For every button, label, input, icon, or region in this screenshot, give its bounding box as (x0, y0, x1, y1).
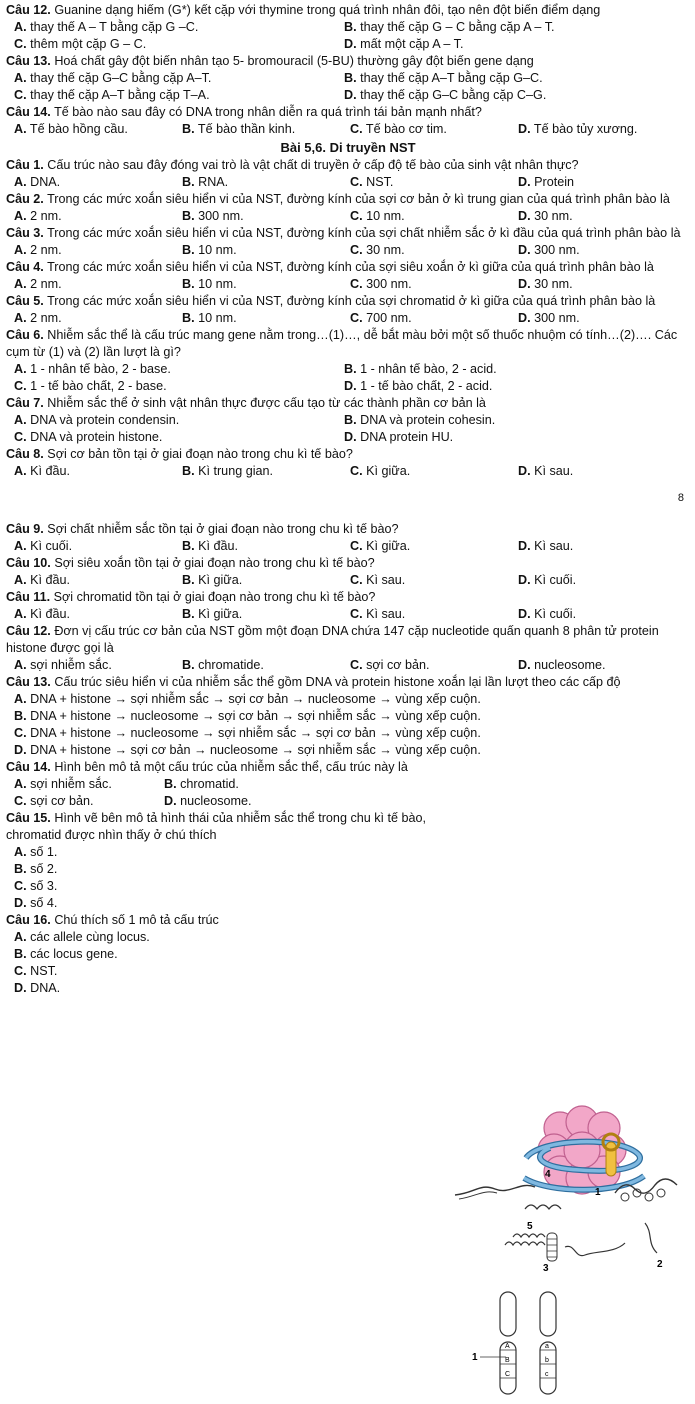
allele-c: c (545, 1371, 549, 1378)
question-q3 (6, 225, 690, 259)
answer-option-d[interactable]: D. DNA + histone → sợi cơ bản → nucleosome → sợi nhiễm sắc → vùng xếp cuộn. (14, 743, 481, 757)
answer-option-c[interactable]: C. sợi cơ bản. (14, 794, 94, 808)
answer-option-c[interactable]: C. 30 nm. (350, 243, 405, 257)
answer-option-a[interactable]: A. DNA + histone → sợi nhiễm sắc → sợi cơ bản → nucleosome → vùng xếp cuộn. (14, 692, 481, 706)
answer-option-d[interactable]: D. 1 - tế bào chất, 2 - acid. (344, 379, 493, 393)
answer-option-a[interactable]: A. 2 nm. (14, 243, 62, 257)
document-page (6, 2, 690, 997)
answer-option-a[interactable]: A. số 1. (14, 845, 58, 859)
answer-option-c[interactable]: C. 10 nm. (350, 209, 405, 223)
question-text: Sợi cơ bản tồn tại ở giai đoạn nào trong chu kì tế bào? (47, 447, 353, 461)
answer-option-c[interactable]: C. NST. (350, 175, 394, 189)
question-number: Câu 13. (6, 54, 51, 68)
question-q7 (6, 395, 690, 446)
question-q11 (6, 589, 690, 623)
question-q16 (6, 912, 446, 997)
answer-option-c[interactable]: C. 700 nm. (350, 311, 412, 325)
answer-option-b[interactable]: B. RNA. (182, 175, 229, 189)
answer-option-a[interactable]: A. các allele cùng locus. (14, 930, 150, 944)
label-1: 1 (595, 1187, 601, 1198)
answer-option-b[interactable]: B. số 2. (14, 862, 58, 876)
answer-option-b[interactable]: B. chromatid. (164, 777, 239, 791)
question-q14a (6, 104, 690, 138)
answer-option-d[interactable]: D. Kì cuối. (518, 607, 577, 621)
answer-option-c[interactable]: C. Kì sau. (350, 607, 406, 621)
answer-option-b[interactable]: B. 10 nm. (182, 311, 237, 325)
questions-top (6, 2, 690, 138)
question-number: Câu 15. (6, 811, 51, 825)
question-text: Trong các mức xoắn siêu hiển vi của NST, đường kính của sợi cơ bản ở kì trung gian của quá trình phân bào là (47, 192, 670, 206)
answer-option-c[interactable]: C. thêm một cặp G – C. (14, 37, 147, 51)
answer-option-d[interactable]: D. 30 nm. (518, 277, 573, 291)
question-q10 (6, 555, 690, 589)
answer-option-d[interactable]: D. 300 nm. (518, 311, 580, 325)
answer-option-a[interactable]: A. thay thế A – T bằng cặp G –C. (14, 20, 199, 34)
answer-option-d[interactable]: D. Kì sau. (518, 539, 574, 553)
answer-option-b[interactable]: B. DNA + histone → nucleosome → sợi cơ bản → sợi nhiễm sắc → vùng xếp cuộn. (14, 709, 481, 723)
page-number: 8 (677, 492, 684, 504)
question-text: Cấu trúc nào sau đây đóng vai trò là vật chất di truyền ở cấp độ tế bào của sinh vật nhân thực? (47, 158, 579, 172)
answer-option-d[interactable]: D. Kì sau. (518, 464, 574, 478)
allele-B: B (505, 1357, 510, 1364)
question-number: Câu 10. (6, 556, 51, 570)
question-number: Câu 4. (6, 260, 44, 274)
answer-option-a[interactable]: A. Kì đầu. (14, 573, 71, 587)
question-q15 (6, 810, 446, 912)
question-number: Câu 1. (6, 158, 44, 172)
question-q6 (6, 327, 690, 395)
answer-option-a[interactable]: A. thay thế cặp G–C bằng cặp A–T. (14, 71, 212, 85)
answer-option-b[interactable]: B. 10 nm. (182, 243, 237, 257)
question-text: Chú thích số 1 mô tả cấu trúc (54, 913, 219, 927)
answer-option-d[interactable]: D. số 4. (14, 896, 58, 910)
answer-option-a[interactable]: A. Kì đầu. (14, 464, 71, 478)
question-number: Câu 14. (6, 105, 51, 119)
answer-option-a[interactable]: A. sợi nhiễm sắc. (14, 658, 112, 672)
question-text: Nhiễm sắc thể là cấu trúc mang gene nằm trong…(1)…, dễ bắt màu bởi một số thuốc nhuộm có tính…(2)…. Các cụm từ (1) và (2) lần lượt là gì? (6, 328, 678, 359)
question-q5 (6, 293, 690, 327)
question-number: Câu 3. (6, 226, 44, 240)
question-q13b (6, 674, 690, 759)
question-number: Câu 16. (6, 913, 51, 927)
answer-option-b[interactable]: B. chromatide. (182, 658, 264, 672)
question-q13a (6, 53, 690, 104)
answer-option-d[interactable]: D. DNA protein HU. (344, 430, 454, 444)
section-title: Bài 5,6. Di truyền NST (280, 140, 416, 155)
question-text: Trong các mức xoắn siêu hiển vi của NST, đường kính của sợi siêu xoắn ở kì giữa của quá trình phân bào là (47, 260, 654, 274)
answer-option-b[interactable]: B. Tế bào thần kinh. (182, 122, 296, 136)
question-q1 (6, 157, 690, 191)
question-number: Câu 9. (6, 522, 44, 536)
question-number: Câu 13. (6, 675, 51, 689)
questions-mid (6, 157, 690, 480)
answer-option-c[interactable]: C. số 3. (14, 879, 58, 893)
answer-option-a[interactable]: A. DNA và protein condensin. (14, 413, 180, 427)
answer-option-a[interactable]: A. sợi nhiễm sắc. (14, 777, 112, 791)
answer-option-c[interactable]: C. sợi cơ bản. (350, 658, 430, 672)
question-q4 (6, 259, 690, 293)
question-text: Sợi chất nhiễm sắc tồn tại ở giai đoạn nào trong chu kì tế bào? (47, 522, 399, 536)
answer-option-a[interactable]: A. Kì đầu. (14, 607, 71, 621)
label-16-1: 1 (472, 1352, 478, 1363)
chromosome-levels-figure (425, 1163, 690, 1273)
question-text: Hoá chất gây đột biến nhân tạo 5- bromouracil (5-BU) thường gây đột biến gene dạng (54, 54, 534, 68)
question-text: Sợi siêu xoắn tồn tại ở giai đoạn nào trong chu kì tế bào? (54, 556, 375, 570)
question-text: Trong các mức xoắn siêu hiển vi của NST, đường kính của sợi chromatid ở kì giữa của quá trình phân bào là (47, 294, 656, 308)
answer-option-a[interactable]: A. Kì cuối. (14, 539, 73, 553)
answer-option-a[interactable]: A. 1 - nhân tế bào, 2 - base. (14, 362, 171, 376)
answer-option-a[interactable]: A. DNA. (14, 175, 61, 189)
homologous-chromosomes-figure (470, 1286, 590, 1398)
answer-option-b[interactable]: B. Kì đầu. (182, 539, 239, 553)
question-number: Câu 8. (6, 447, 44, 461)
answer-option-d[interactable]: D. nucleosome. (164, 794, 252, 808)
answer-option-c[interactable]: C. Tế bào cơ tim. (350, 122, 447, 136)
answer-option-d[interactable]: D. nucleosome. (518, 658, 606, 672)
question-text: Sợi chromatid tồn tại ở giai đoạn nào trong chu kì tế bào? (53, 590, 376, 604)
question-number: Câu 2. (6, 192, 44, 206)
allele-b: b (545, 1357, 549, 1364)
answer-option-b[interactable]: B. thay thế cặp A–T bằng cặp G–C. (344, 71, 543, 85)
answer-option-d[interactable]: D. thay thế cặp G–C bằng cặp C–G. (344, 88, 547, 102)
question-text: Trong các mức xoắn siêu hiển vi của NST, đường kính của sợi chất nhiễm sắc ở kì đầu của quá trình phân bào là (47, 226, 681, 240)
label-3: 3 (543, 1263, 549, 1273)
answer-option-c[interactable]: C. 300 nm. (350, 277, 412, 291)
answer-option-c[interactable]: C. 1 - tế bào chất, 2 - base. (14, 379, 167, 393)
answer-option-d[interactable]: D. mất một cặp A – T. (344, 37, 464, 51)
answer-option-b[interactable]: B. Kì giữa. (182, 607, 243, 621)
label-2: 2 (657, 1259, 663, 1270)
question-q9 (6, 521, 690, 555)
answer-option-c[interactable]: C. NST. (14, 964, 58, 978)
question-text: Hình bên mô tả một cấu trúc của nhiễm sắc thể, cấu trúc này là (54, 760, 408, 774)
allele-C: C (505, 1371, 511, 1378)
question-text: Tế bào nào sau đây có DNA trong nhân diễn ra quá trình tái bản mạnh nhất? (54, 105, 482, 119)
answer-option-b[interactable]: B. 300 nm. (182, 209, 244, 223)
answer-option-d[interactable]: D. Protein (518, 175, 574, 189)
answer-option-b[interactable]: B. thay thế cặp G – C bằng cặp A – T. (344, 20, 555, 34)
answer-option-b[interactable]: B. DNA và protein cohesin. (344, 413, 496, 427)
answer-option-b[interactable]: B. các locus gene. (14, 947, 118, 961)
label-5: 5 (527, 1221, 533, 1232)
answer-option-a[interactable]: A. 2 nm. (14, 311, 62, 325)
answer-option-c[interactable]: C. Kì giữa. (350, 539, 411, 553)
questions-bottom (6, 521, 690, 759)
question-q8 (6, 446, 690, 480)
question-number: Câu 12. (6, 624, 51, 638)
question-text: Đơn vị cấu trúc cơ bản của NST gồm một đoạn DNA chứa 147 cặp nucleotide quấn quanh 8 phân tử protein histone được gọi là (6, 624, 659, 655)
question-number: Câu 12. (6, 3, 51, 17)
answer-option-a[interactable]: A. 2 nm. (14, 209, 62, 223)
question-number: Câu 7. (6, 396, 44, 410)
answer-option-b[interactable]: B. Kì trung gian. (182, 464, 274, 478)
question-text: Nhiễm sắc thể ở sinh vật nhân thực được cấu tạo từ các thành phần cơ bản là (47, 396, 486, 410)
answer-option-c[interactable]: C. thay thế cặp A–T bằng cặp T–A. (14, 88, 210, 102)
answer-option-a[interactable]: A. 2 nm. (14, 277, 62, 291)
question-text: Guanine dạng hiếm (G*) kết cặp với thymine trong quá trình nhân đôi, tạo nên đột biến điểm dạng (54, 3, 601, 17)
answer-option-d[interactable]: D. 300 nm. (518, 243, 580, 257)
question-q14b (6, 759, 446, 810)
question-number: Câu 6. (6, 328, 44, 342)
answer-option-c[interactable]: C. DNA và protein histone. (14, 430, 163, 444)
questions-with-figures (6, 759, 446, 997)
question-q12b (6, 623, 690, 674)
answer-option-a[interactable]: A. Tế bào hồng cầu. (14, 122, 128, 136)
question-number: Câu 5. (6, 294, 44, 308)
allele-a: a (545, 1343, 549, 1350)
answer-option-d[interactable]: D. 30 nm. (518, 209, 573, 223)
question-number: Câu 14. (6, 760, 51, 774)
allele-A: A (505, 1343, 510, 1350)
label-4: 4 (545, 1169, 551, 1180)
question-text: Cấu trúc siêu hiển vi của nhiễm sắc thể gồm DNA và protein histone xoắn lại lần lượt theo các cấp độ (54, 675, 621, 689)
answer-option-c[interactable]: C. Kì giữa. (350, 464, 411, 478)
answer-option-c[interactable]: C. Kì sau. (350, 573, 406, 587)
answer-option-b[interactable]: B. 10 nm. (182, 277, 237, 291)
answer-option-b[interactable]: B. 1 - nhân tế bào, 2 - acid. (344, 362, 497, 376)
question-number: Câu 11. (6, 590, 51, 604)
answer-option-d[interactable]: D. DNA. (14, 981, 61, 995)
answer-option-b[interactable]: B. Kì giữa. (182, 573, 243, 587)
answer-option-d[interactable]: D. Kì cuối. (518, 573, 577, 587)
answer-option-d[interactable]: D. Tế bào tủy xương. (518, 122, 638, 136)
question-text: Hình vẽ bên mô tả hình thái của nhiễm sắc thể trong chu kì tế bào, chromatid được nhìn thấy ở chú thích (6, 811, 427, 842)
question-q12a (6, 2, 690, 53)
question-q2 (6, 191, 690, 225)
answer-option-c[interactable]: C. DNA + histone → nucleosome → sợi nhiễm sắc → sợi cơ bản → vùng xếp cuộn. (14, 726, 481, 740)
